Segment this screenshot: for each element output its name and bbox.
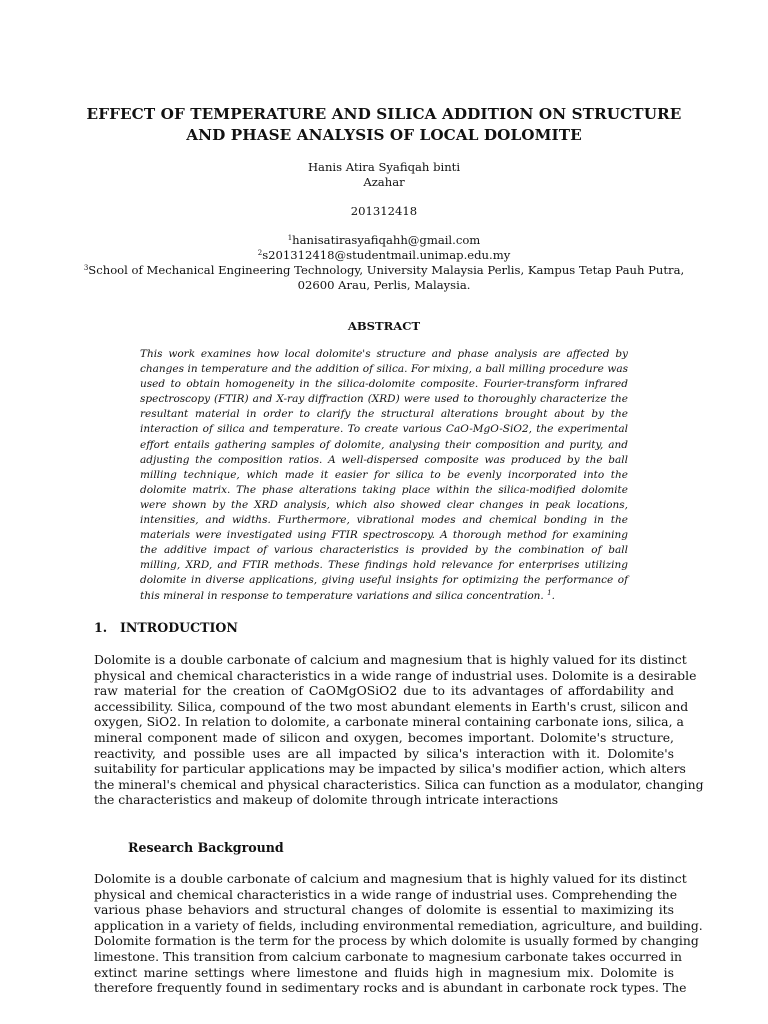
abstract-line: dolomite in diverse applications, giving useful insights for optimizing the performance of	[140, 574, 628, 587]
affiliation-text: 02600 Arau, Perlis, Malaysia.	[297, 278, 471, 292]
body-line: limestone. This transition from calcium carbonate to magnesium carbonate takes occurred in	[94, 948, 683, 964]
title-line: AND PHASE ANALYSIS OF LOCAL DOLOMITE	[186, 126, 582, 144]
body-line: accessibility. Silica, compound of the two most abundant elements in Earth's crust, silicon and	[94, 698, 689, 714]
affiliation-text: School of Mechanical Engineering Technology, University Malaysia Perlis, Kampus Tetap Pauh Putra,	[88, 263, 685, 277]
body-line: physical and chemical characteristics in a wide range of industrial uses. Dolomite is a desirable	[94, 667, 697, 683]
abstract-line: materials were investigated using FTIR spectroscopy. A thorough method for examining	[140, 529, 628, 542]
affiliation-address	[60, 278, 708, 293]
body-line: Dolomite is a double carbonate of calcium and magnesium that is highly valued for its distinct	[94, 871, 687, 886]
section-number: 1.	[94, 620, 108, 635]
body-line: application in a variety of fields, including environmental remediation, agriculture, and building.	[94, 917, 703, 933]
body-line: the mineral's chemical and physical characteristics. Silica can function as a modulator, changing	[94, 776, 704, 792]
body-line: therefore frequently found in sedimentary rocks and is abundant in carbonate rock types. The	[94, 980, 687, 996]
abstract-line: interaction of silica and temperature. To create various CaO-MgO-SiO2, the experimental	[140, 423, 628, 436]
body-line: Dolomite is a double carbonate of calcium and magnesium that is highly valued for its distinct	[94, 652, 687, 667]
paper-title	[60, 104, 708, 146]
abstract-end: .	[551, 589, 555, 602]
abstract-line: milling technique, which made it easier for silica to be evenly incorporated into the	[140, 468, 628, 481]
abstract-line: changes in temperature and the addition of silica. For mixing, a ball milling procedure was	[140, 363, 628, 376]
abstract-line: used to obtain homogeneity in the silica-dolomite composite. Fourier-transform infrared	[140, 378, 628, 391]
body-line: reactivity, and possible uses are all impacted by silica's interaction with it. Dolomite's	[94, 745, 674, 761]
author-name-line: Hanis Atira Syafiqah binti	[307, 160, 461, 174]
body-line: various phase behaviors and structural changes of dolomite is essential to maximizing its	[94, 902, 674, 918]
section-title: INTRODUCTION	[120, 620, 238, 635]
abstract-line: dolomite matrix. The phase alterations taking place within the silica-modified dolomite	[140, 483, 628, 496]
author-name-line: Azahar	[363, 175, 405, 189]
affiliation-email-1	[60, 233, 708, 248]
affiliation-text: hanisatirasyafiqahh@gmail.com	[292, 233, 481, 247]
body-line: suitability for particular applications may be impacted by silica's modifier action, which alters	[94, 761, 686, 777]
author-block	[60, 160, 708, 190]
abstract-heading: ABSTRACT	[347, 319, 421, 333]
subsection-heading-research-background: Research Background	[128, 840, 284, 855]
body-line: oxygen, SiO2. In relation to dolomite, a carbonate mineral containing carbonate ions, silica, a	[94, 714, 684, 730]
affiliation-text: s201312418@studentmail.unimap.edu.my	[262, 248, 511, 262]
abstract-line: adjusting the composition ratios. A well-dispersed composite was produced by the ball	[140, 453, 628, 466]
student-id: 201312418	[350, 204, 418, 218]
title-line: EFFECT OF TEMPERATURE AND SILICA ADDITION ON STRUCTURE	[86, 105, 682, 123]
student-id-block	[60, 204, 708, 219]
abstract-body	[140, 347, 628, 604]
body-line: physical and chemical characteristics in a wide range of industrial uses. Comprehending the	[94, 886, 678, 902]
affiliation-school	[60, 263, 708, 278]
affiliation-mark: 1	[287, 234, 293, 242]
section-heading-introduction	[94, 620, 238, 636]
body-line: mineral component made of silicon and oxygen, becomes important. Dolomite's structure,	[94, 729, 674, 745]
body-line: raw material for the creation of CaOMgOSiO2 due to its advantages of affordability and	[94, 683, 674, 699]
abstract-line: intensities, and widths. Furthermore, vibrational modes and chemical bonding in the	[140, 514, 628, 527]
footnote-mark[interactable]: 1	[547, 588, 552, 597]
research-background-paragraph	[94, 871, 703, 996]
abstract-line: this mineral in response to temperature variations and silica concentration.	[140, 589, 544, 602]
body-line: Dolomite formation is the term for the process by which dolomite is usually formed by changing	[94, 933, 699, 949]
affiliation-mark: 3	[83, 264, 89, 272]
abstract-last-line	[140, 589, 628, 604]
abstract-line: resultant material in order to clarify the structural alterations brought about by the	[140, 408, 628, 421]
abstract-line: the additive impact of various characteristics is provided by the combination of ball	[140, 544, 628, 557]
abstract-line: were shown by the XRD analysis, which also showed clear changes in peak locations,	[140, 498, 628, 511]
introduction-paragraph	[94, 652, 704, 808]
affiliation-email-2	[60, 248, 708, 263]
abstract-line: milling, XRD, and FTIR methods. These findings hold relevance for enterprises utilizing	[140, 559, 628, 572]
affiliation-mark: 2	[257, 249, 263, 257]
abstract-line: effort entails gathering samples of dolomite, analysing their composition and purity, and	[140, 438, 628, 451]
abstract-line: This work examines how local dolomite's structure and phase analysis are affected by	[140, 348, 628, 360]
affiliation-block	[60, 233, 708, 293]
body-line: extinct marine settings where limestone and fluids high in magnesium mix. Dolomite is	[94, 964, 674, 980]
body-line: the characteristics and makeup of dolomite through intricate interactions	[94, 792, 559, 808]
abstract-line: spectroscopy (FTIR) and X-ray diffraction (XRD) were used to thoroughly characterize the	[140, 393, 628, 406]
